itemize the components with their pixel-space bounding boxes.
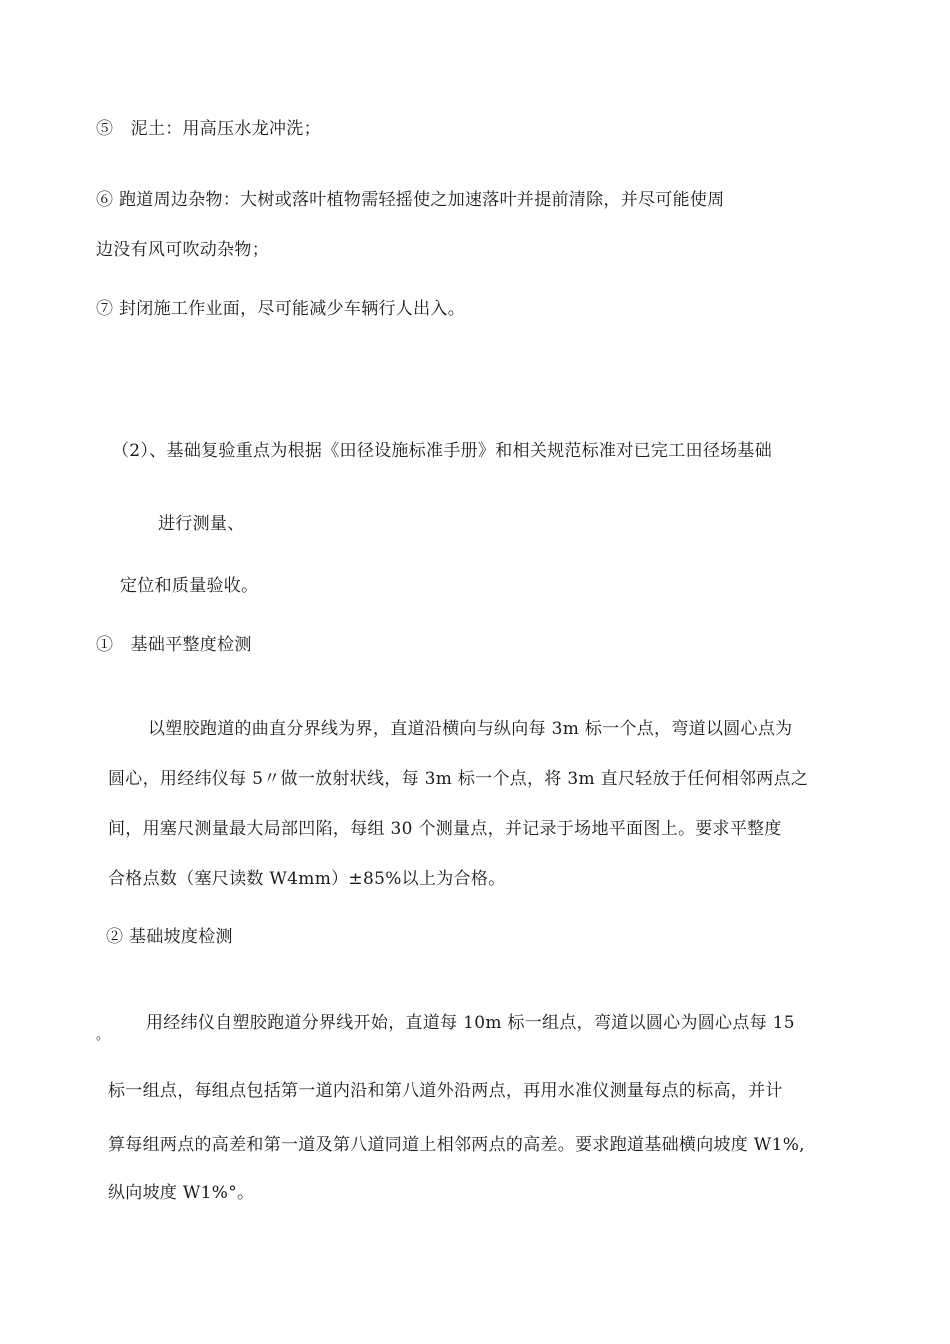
item-6-line-2: 边没有风可吹动杂物； [96,240,269,260]
slope-para-line-4: 纵向坡度 W1%°。 [108,1183,255,1203]
slope-para-line-2: 标一组点，每组点包括第一道内沿和第八道外沿两点，再用水准仪测量每点的标高，并计 [108,1081,783,1101]
section-2-heading-line-2: 进行测量、 [158,514,245,534]
section-2-heading-line-3: 定位和质量验收。 [120,576,259,596]
flatness-title: ① 基础平整度检测 [96,635,252,655]
slope-para-line-3: 算每组两点的高差和第一道及第八道同道上相邻两点的高差。要求跑道基础横向坡度 W1%, [108,1135,805,1155]
flatness-para-line-1: 以塑胶跑道的曲直分界线为界，直道沿横向与纵向每 3m 标一个点，弯道以圆心点为 [148,719,793,739]
section-2-heading-line-1: （2）、基础复验重点为根据《田径设施标准手册》和相关规范标准对已完工田径场基础 [112,441,773,461]
item-5: ⑤ 泥土：用高压水龙冲洗； [96,119,321,139]
slope-para-line-1: 用经纬仪自塑胶跑道分界线开始，直道每 10m 标一组点，弯道以圆心为圆心点每 15 [146,1013,795,1033]
item-7: ⑦ 封闭施工作业面，尽可能减少车辆行人出入。 [96,299,466,319]
flatness-para-line-3: 间，用塞尺测量最大局部凹陷，每组 30 个测量点，并记录于场地平面图上。要求平整度 [108,819,782,839]
slope-title: ② 基础坡度检测 [106,927,233,947]
flatness-para-line-4: 合格点数（塞尺读数 W4mm）±85%以上为合格。 [108,869,506,889]
flatness-para-line-2: 圆心，用经纬仪每 5〃做一放射状线，每 3m 标一个点，将 3m 直尺轻放于任何相邻两点之 [108,769,809,789]
item-6-line-1: ⑥ 跑道周边杂物：大树或落叶植物需轻摇使之加速落叶并提前清除，并尽可能使周 [96,190,725,210]
slope-degree-mark: 。 [96,1028,110,1043]
